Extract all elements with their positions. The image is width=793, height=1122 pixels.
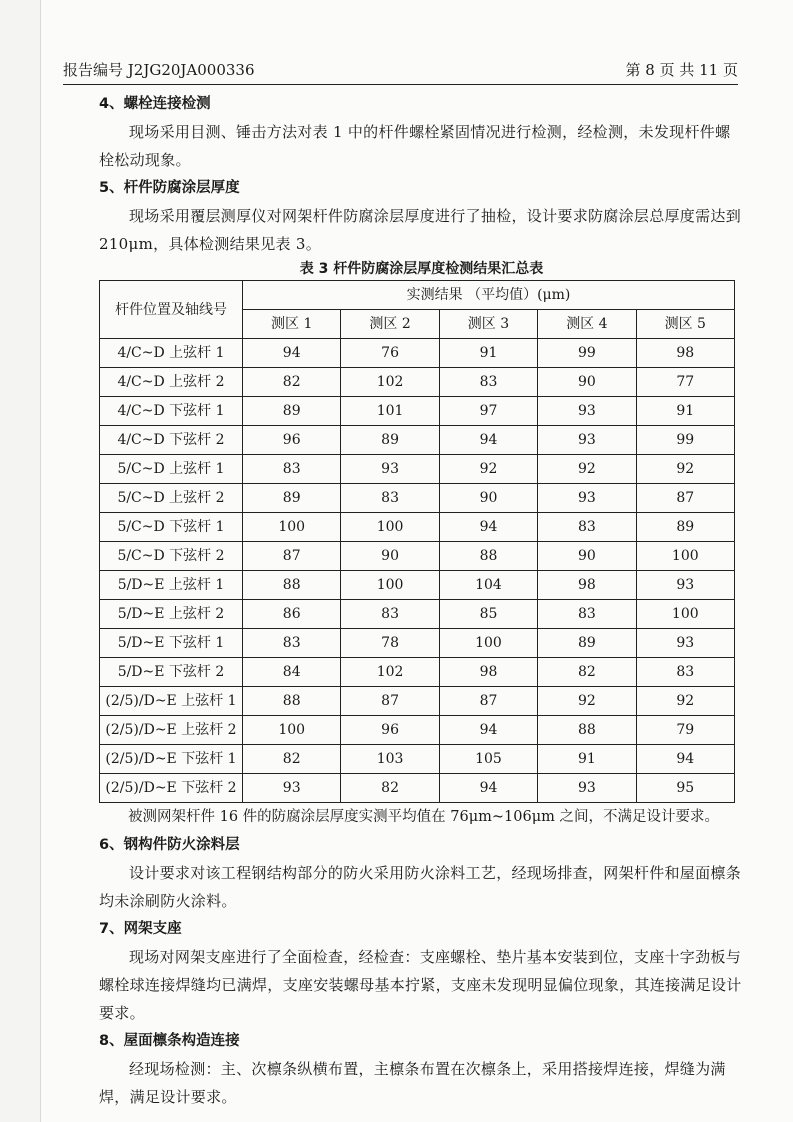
thickness-value-cell: 92 — [636, 455, 734, 484]
member-location-cell: (2/5)/D~E 下弦杆 2 — [100, 774, 243, 803]
thickness-value-cell: 93 — [341, 455, 439, 484]
thickness-value-cell: 86 — [243, 600, 341, 629]
section-heading: 4、螺栓连接检测 — [99, 96, 211, 112]
table-row — [100, 571, 735, 600]
thickness-value-cell: 88 — [243, 571, 341, 600]
thickness-value-cell: 93 — [636, 629, 734, 658]
member-location-cell: 5/D~E 下弦杆 2 — [100, 658, 243, 687]
coating-thickness-table — [99, 280, 735, 803]
table-row — [100, 687, 735, 716]
thickness-value-cell: 78 — [341, 629, 439, 658]
zone-header: 测区 3 — [439, 310, 537, 339]
thickness-value-cell: 96 — [341, 716, 439, 745]
thickness-value-cell: 100 — [341, 571, 439, 600]
member-location-cell: 5/C~D 上弦杆 1 — [100, 455, 243, 484]
thickness-value-cell: 94 — [439, 716, 537, 745]
thickness-value-cell: 87 — [636, 484, 734, 513]
location-header: 杆件位置及轴线号 — [100, 281, 243, 339]
zone-header: 测区 1 — [243, 310, 341, 339]
thickness-value-cell: 82 — [341, 774, 439, 803]
thickness-value-cell: 100 — [439, 629, 537, 658]
section-paragraph: 现场采用目测、锤击方法对表 1 中的杆件螺栓紧固情况进行检测，经检测，未发现杆件螺栓松动现象。 — [99, 123, 731, 169]
member-location-cell: 5/D~E 上弦杆 1 — [100, 571, 243, 600]
table-row — [100, 716, 735, 745]
thickness-value-cell: 103 — [341, 745, 439, 774]
thickness-value-cell: 98 — [538, 571, 636, 600]
member-location-cell: (2/5)/D~E 上弦杆 2 — [100, 716, 243, 745]
page-header — [63, 52, 738, 85]
member-location-cell: 5/C~D 下弦杆 1 — [100, 513, 243, 542]
thickness-value-cell: 105 — [439, 745, 537, 774]
member-location-cell: 5/C~D 上弦杆 2 — [100, 484, 243, 513]
table-row — [100, 600, 735, 629]
thickness-value-cell: 83 — [341, 600, 439, 629]
measured-results-header: 实测结果 （平均值）(μm) — [243, 281, 735, 310]
thickness-value-cell: 91 — [439, 339, 537, 368]
thickness-value-cell: 92 — [538, 687, 636, 716]
thickness-value-cell: 102 — [341, 658, 439, 687]
thickness-value-cell: 83 — [243, 629, 341, 658]
thickness-value-cell: 90 — [439, 484, 537, 513]
thickness-value-cell: 85 — [439, 600, 537, 629]
thickness-value-cell: 88 — [439, 542, 537, 571]
thickness-value-cell: 83 — [538, 513, 636, 542]
thickness-value-cell: 82 — [243, 368, 341, 397]
section-heading: 5、杆件防腐涂层厚度 — [99, 180, 240, 196]
thickness-value-cell: 88 — [243, 687, 341, 716]
member-location-cell: 4/C~D 下弦杆 1 — [100, 397, 243, 426]
thickness-value-cell: 87 — [439, 687, 537, 716]
thickness-value-cell: 91 — [538, 745, 636, 774]
thickness-value-cell: 90 — [538, 542, 636, 571]
thickness-value-cell: 93 — [538, 484, 636, 513]
table-row — [100, 339, 735, 368]
thickness-value-cell: 83 — [439, 368, 537, 397]
table-row — [100, 658, 735, 687]
thickness-value-cell: 83 — [636, 658, 734, 687]
thickness-value-cell: 92 — [636, 687, 734, 716]
thickness-value-cell: 98 — [636, 339, 734, 368]
thickness-value-cell: 94 — [636, 745, 734, 774]
report-body — [99, 90, 744, 1111]
table-row — [100, 629, 735, 658]
thickness-value-cell: 98 — [439, 658, 537, 687]
thickness-value-cell: 76 — [341, 339, 439, 368]
thickness-value-cell: 94 — [439, 513, 537, 542]
thickness-value-cell: 94 — [243, 339, 341, 368]
table-row — [100, 513, 735, 542]
thickness-value-cell: 99 — [538, 339, 636, 368]
table-caption: 表 3 杆件防腐涂层厚度检测结果汇总表 — [299, 261, 544, 277]
thickness-value-cell: 91 — [636, 397, 734, 426]
thickness-value-cell: 100 — [636, 542, 734, 571]
section-heading: 6、钢构件防火涂料层 — [99, 837, 240, 853]
thickness-value-cell: 93 — [538, 774, 636, 803]
table-body — [100, 339, 735, 803]
section-paragraph: 设计要求对该工程钢结构部分的防火采用防火涂料工艺，经现场排查，网架杆件和屋面檩条均未涂刷防火涂料。 — [99, 864, 742, 910]
thickness-value-cell: 100 — [341, 513, 439, 542]
section-paragraph: 经现场检测：主、次檩条纵横布置，主檩条布置在次檩条上，采用搭接焊连接，焊缝为满焊，满足设计要求。 — [99, 1060, 726, 1106]
thickness-value-cell: 97 — [439, 397, 537, 426]
thickness-value-cell: 84 — [243, 658, 341, 687]
thickness-value-cell: 102 — [341, 368, 439, 397]
table-row — [100, 745, 735, 774]
thickness-value-cell: 87 — [243, 542, 341, 571]
thickness-value-cell: 93 — [243, 774, 341, 803]
thickness-value-cell: 89 — [636, 513, 734, 542]
thickness-value-cell: 99 — [636, 426, 734, 455]
member-location-cell: 4/C~D 上弦杆 1 — [100, 339, 243, 368]
member-location-cell: 5/D~E 上弦杆 2 — [100, 600, 243, 629]
table-conclusion: 被测网架杆件 16 件的防腐涂层厚度实测平均值在 76μm~106μm 之间，不满足设计要求。 — [128, 809, 720, 825]
table-row — [100, 774, 735, 803]
section-paragraph: 现场采用覆层测厚仪对网架杆件防腐涂层厚度进行了抽检，设计要求防腐涂层总厚度需达到 210μm，具体检测结果见表 3。 — [99, 207, 742, 253]
thickness-value-cell: 87 — [341, 687, 439, 716]
member-location-cell: 5/C~D 下弦杆 2 — [100, 542, 243, 571]
member-location-cell: 4/C~D 上弦杆 2 — [100, 368, 243, 397]
thickness-value-cell: 89 — [243, 397, 341, 426]
table-row — [100, 368, 735, 397]
thickness-value-cell: 93 — [538, 426, 636, 455]
zone-header: 测区 4 — [538, 310, 636, 339]
thickness-value-cell: 100 — [243, 513, 341, 542]
thickness-value-cell: 92 — [538, 455, 636, 484]
thickness-value-cell: 89 — [538, 629, 636, 658]
thickness-value-cell: 93 — [538, 397, 636, 426]
thickness-value-cell: 101 — [341, 397, 439, 426]
thickness-value-cell: 100 — [636, 600, 734, 629]
thickness-value-cell: 90 — [538, 368, 636, 397]
thickness-value-cell: 82 — [538, 658, 636, 687]
section-heading: 7、网架支座 — [99, 921, 182, 937]
table-row — [100, 542, 735, 571]
thickness-value-cell: 90 — [341, 542, 439, 571]
table-row — [100, 397, 735, 426]
thickness-value-cell: 95 — [636, 774, 734, 803]
table-row — [100, 484, 735, 513]
thickness-value-cell: 79 — [636, 716, 734, 745]
member-location-cell: (2/5)/D~E 下弦杆 1 — [100, 745, 243, 774]
thickness-value-cell: 88 — [538, 716, 636, 745]
table-row — [100, 455, 735, 484]
thickness-value-cell: 92 — [439, 455, 537, 484]
thickness-value-cell: 83 — [341, 484, 439, 513]
thickness-value-cell: 82 — [243, 745, 341, 774]
zone-header: 测区 5 — [636, 310, 734, 339]
thickness-value-cell: 100 — [243, 716, 341, 745]
thickness-value-cell: 104 — [439, 571, 537, 600]
member-location-cell: (2/5)/D~E 上弦杆 1 — [100, 687, 243, 716]
thickness-value-cell: 96 — [243, 426, 341, 455]
section-paragraph: 现场对网架支座进行了全面检查，经检查：支座螺栓、垫片基本安装到位，支座十字劲板与螺栓球连接焊缝均已满焊，支座安装螺母基本拧紧，支座未发现明显偏位现象，其连接满足设计要求。 — [99, 948, 742, 1022]
thickness-value-cell: 77 — [636, 368, 734, 397]
thickness-value-cell: 89 — [341, 426, 439, 455]
thickness-value-cell: 83 — [538, 600, 636, 629]
thickness-value-cell: 94 — [439, 774, 537, 803]
thickness-value-cell: 89 — [243, 484, 341, 513]
page-number: 第 8 页 共 11 页 — [625, 61, 738, 79]
section-heading: 8、屋面檩条构造连接 — [99, 1033, 240, 1049]
thickness-value-cell: 83 — [243, 455, 341, 484]
thickness-value-cell: 94 — [439, 426, 537, 455]
member-location-cell: 5/D~E 下弦杆 1 — [100, 629, 243, 658]
zone-header: 测区 2 — [341, 310, 439, 339]
table-row — [100, 426, 735, 455]
thickness-value-cell: 93 — [636, 571, 734, 600]
member-location-cell: 4/C~D 下弦杆 2 — [100, 426, 243, 455]
report-number: 报告编号 J2JG20JA000336 — [63, 61, 255, 79]
